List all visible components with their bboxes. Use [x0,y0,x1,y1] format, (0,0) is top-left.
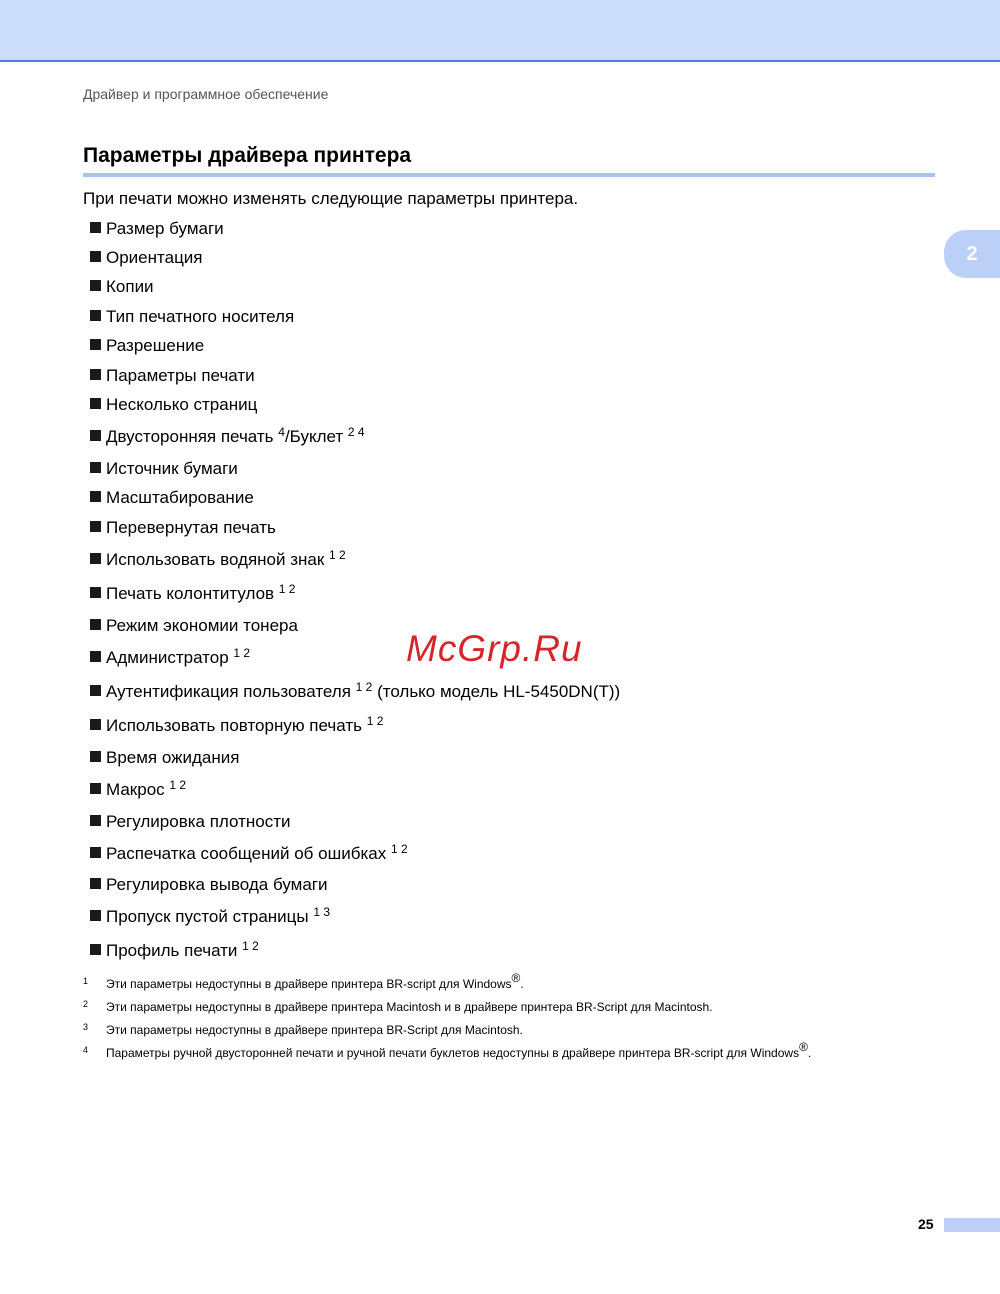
footnote-ref: 1 2 [355,680,373,694]
list-item-label: Макрос [106,780,170,799]
footnote-number: 4 [83,1045,89,1055]
footnote-text: Эти параметры недоступны в драйвере принтера BR-Script для Macintosh. [106,1023,523,1037]
breadcrumb: Драйвер и программное обеспечение [83,86,329,102]
list-item-label: Регулировка плотности [106,812,291,831]
list-item-label: Перевернутая печать [106,518,276,537]
footnote-ref: 1 2 [390,842,408,856]
bullet-icon [90,719,101,730]
list-item [90,682,620,702]
list-item [90,812,291,832]
bullet-icon [90,685,101,696]
page-number-bar [944,1218,1000,1232]
list-item-label: Пропуск пустой страницы [106,907,314,926]
list-item [90,307,294,327]
watermark: McGrp.Ru [406,628,583,669]
bullet-icon [90,587,101,598]
footnote-ref: 1 2 [233,646,251,660]
list-item-label: Копии [106,277,154,296]
list-item [90,488,254,508]
footnote-ref: 2 4 [347,425,365,439]
list-item-label: Параметры печати [106,366,255,385]
footnote-text: Эти параметры недоступны в драйвере принтера Macintosh и в драйвере принтера BR-Script для Macintosh. [106,1000,713,1014]
list-item-label: Регулировка вывода бумаги [106,875,328,894]
footnote-end: . [807,1046,812,1060]
bullet-icon [90,878,101,889]
chapter-tab: 2 [944,230,1000,278]
list-item-label: Режим экономии тонера [106,616,298,635]
list-item [90,366,255,386]
list-item [90,277,154,297]
list-item [90,748,239,768]
footnote-number: 1 [83,976,89,986]
list-item [90,616,298,636]
footnote [83,1022,523,1037]
bullet-icon [90,847,101,858]
list-item [90,716,383,736]
footnote [83,999,713,1014]
bullet-icon [90,369,101,380]
bullet-icon [90,430,101,441]
bullet-icon [90,815,101,826]
list-item-label: Двусторонняя печать [106,427,279,446]
bullet-icon [90,553,101,564]
bullet-icon [90,910,101,921]
list-item [90,248,203,268]
list-item [90,518,276,538]
registered-mark: ® [799,1040,808,1054]
list-item [90,584,295,604]
bullet-icon [90,619,101,630]
page-title: Параметры драйвера принтера [83,144,412,167]
bullet-icon [90,339,101,350]
footnote-ref: 1 2 [242,939,259,953]
bullet-icon [90,398,101,409]
list-item-label: Профиль печати [106,941,243,960]
bullet-icon [90,521,101,532]
bullet-icon [90,651,101,662]
bullet-icon [90,783,101,794]
list-item [90,875,328,895]
footnote-ref: 1 2 [329,548,346,562]
footnote [83,1040,812,1060]
footnote-number: 3 [83,1022,89,1032]
list-item-label: Время ожидания [106,748,240,767]
footnote-ref: 1 2 [169,778,187,792]
list-item-label: Аутентификация пользователя [106,682,356,701]
footnote-ref: 1 2 [278,582,296,596]
footnote-end: . [520,977,524,991]
page-number: 25 [918,1216,934,1232]
footnote-ref: 4 [278,425,285,439]
bullet-icon [90,491,101,502]
bullet-icon [90,944,101,955]
footnote-text: Параметры ручной двусторонней печати и ручной печати буклетов недоступны в драйвере принтера BR-script для Windows [106,1046,800,1060]
bullet-icon [90,222,101,233]
list-item-suffix: (только модель HL-5450DN(T)) [372,682,621,701]
list-item-label: Масштабирование [106,488,254,507]
list-item-label: Использовать водяной знак [106,550,330,569]
list-item [90,427,365,447]
list-item [90,907,330,927]
list-item-label: Печать колонтитулов [106,584,279,603]
footnote-number: 2 [83,999,89,1009]
list-item [90,550,346,570]
list-item [90,395,257,415]
bullet-icon [90,751,101,762]
list-item-label: Ориентация [106,248,203,267]
list-item-label: Источник бумаги [106,459,238,478]
intro-text: При печати можно изменять следующие параметры принтера. [83,189,579,208]
bullet-icon [90,251,101,262]
footnote-text: Эти параметры недоступны в драйвере принтера BR-script для Windows [106,977,512,991]
footnote [83,971,524,991]
bullet-icon [90,280,101,291]
list-item-label: Администратор [106,648,234,667]
list-item [90,219,224,239]
bullet-icon [90,462,101,473]
list-item-label: Размер бумаги [106,219,224,238]
list-item-label: Тип печатного носителя [106,307,295,326]
list-item [90,941,259,961]
list-item-label: Использовать повторную печать [106,716,367,735]
registered-mark: ® [511,971,521,985]
list-item [90,780,186,800]
header-band [0,0,1000,62]
list-item-label: Распечатка сообщений об ошибках [106,844,391,863]
list-item [90,336,204,356]
list-item-label: Разрешение [106,336,205,355]
list-item-label: Несколько страниц [106,395,258,414]
list-item [90,459,238,479]
list-item [90,844,408,864]
bullet-icon [90,310,101,321]
title-underline [83,173,935,177]
list-item [90,648,250,668]
footnote-ref: 1 2 [366,714,384,728]
footnote-ref: 1 3 [313,905,331,919]
list-item-suffix: /Буклет [284,427,348,446]
